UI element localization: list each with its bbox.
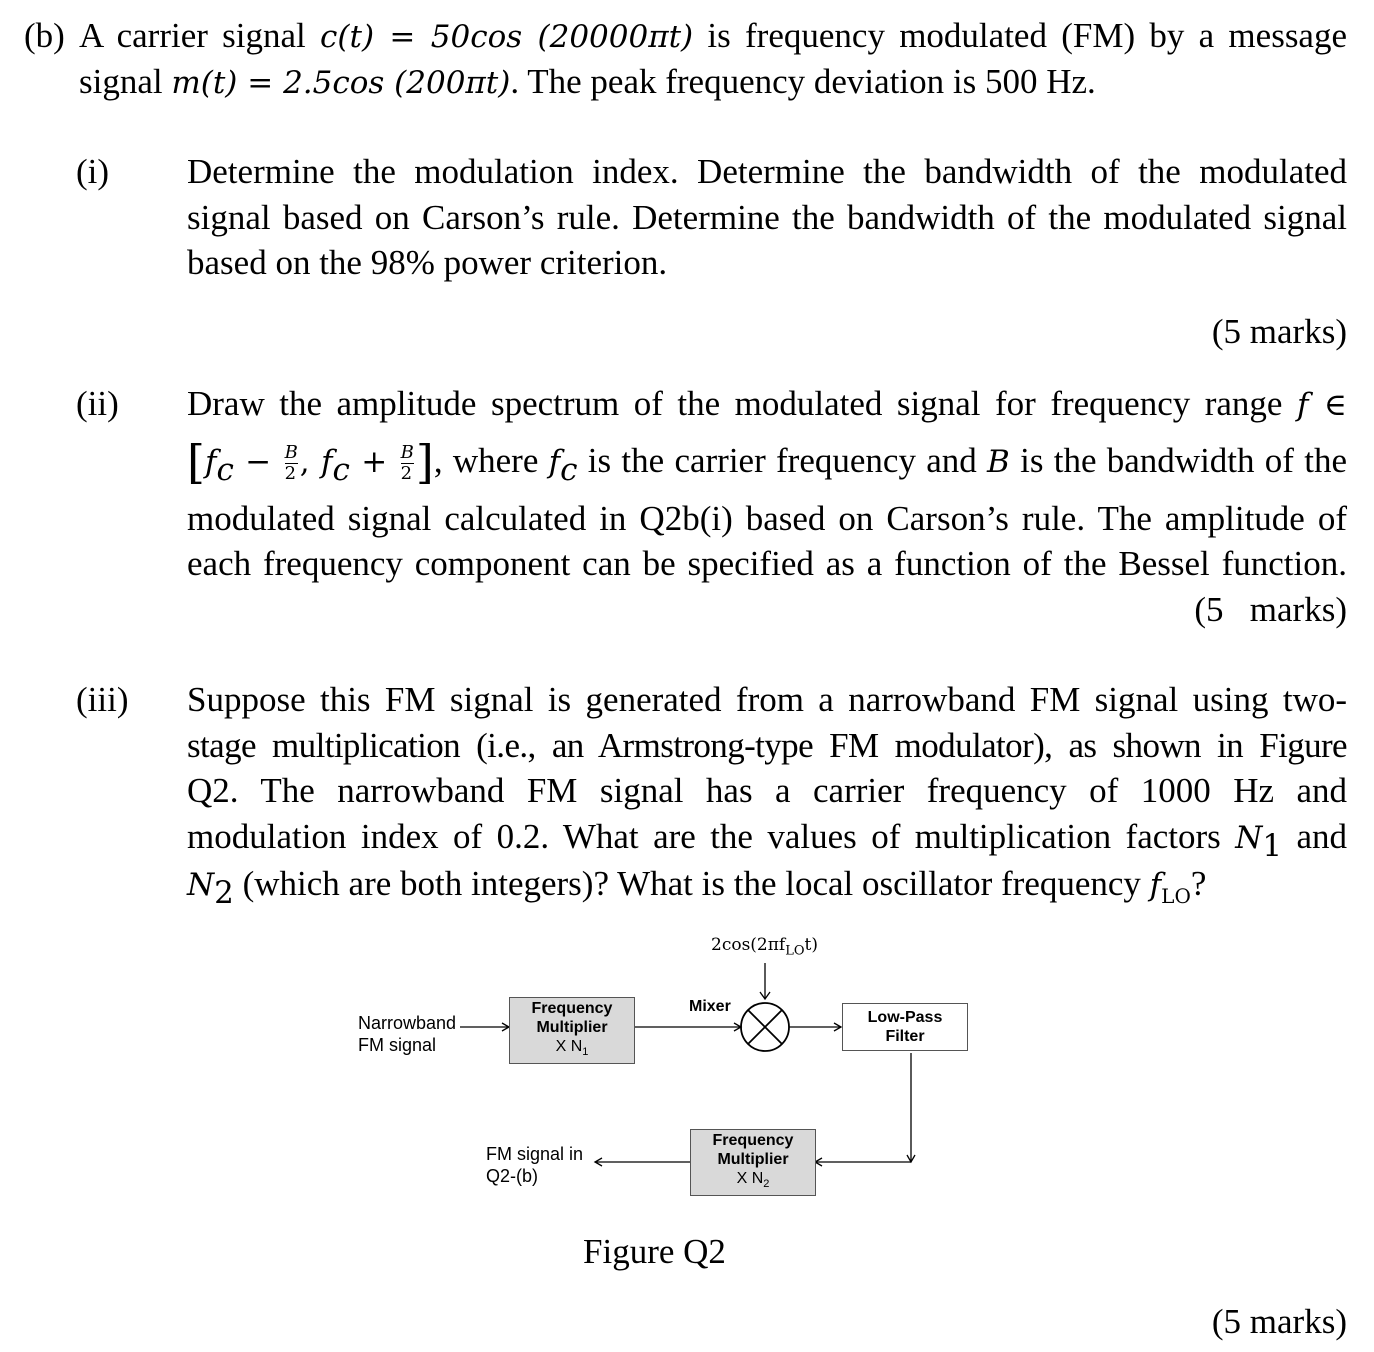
question-i-marks: (5 marks) xyxy=(1211,312,1347,351)
frequency-multiplier-2-block: Frequency Multiplier X $N_2$ xyxy=(690,1129,816,1196)
question-ii-line-3: modulated signal calculated in Q2b(i) based on Carson’s rule. The amplitude of xyxy=(187,499,1347,538)
question-ii-marks: (5 marks) xyxy=(1194,590,1347,629)
question-iii-line-1: Suppose this FM signal is generated from a narrowband FM signal using two- xyxy=(187,680,1347,719)
frequency-multiplier-1-block: Frequency Multiplier X $N_1$ xyxy=(509,997,635,1064)
carrier-expression: c(t) = 50cos (20000πt) xyxy=(320,19,694,55)
output-signal-label: FM signal in Q2-(b) xyxy=(486,1144,584,1186)
question-ii-number: (ii) xyxy=(76,384,119,423)
local-oscillator-label: $2\cos(2\pi f_{LO}t)$ xyxy=(711,935,818,959)
question-iii-number: (iii) xyxy=(76,680,129,719)
figure-caption: Figure Q2 xyxy=(583,1232,726,1271)
question-i-line-2: signal based on Carson’s rule. Determine the bandwidth of the modulated signal xyxy=(187,198,1347,237)
question-ii-line-4: each frequency component can be specified as a function of the Bessel function. xyxy=(187,544,1347,583)
question-ii-line-2: [$f_c$ − $\frac{B}{2}$ , $f_c$ + $\frac{B}{2}$ ], where $f_c$ is the carrier frequency and B is the bandwidth of the xyxy=(187,435,1348,489)
mixer-label: Mixer xyxy=(689,998,731,1015)
question-i-line-1: Determine the modulation index. Determine the bandwidth of the modulated xyxy=(187,152,1347,191)
question-i-number: (i) xyxy=(76,152,110,191)
question-i-line-3: based on the 98% power criterion. xyxy=(187,243,668,282)
question-iii-line-3: Q2. The narrowband FM signal has a carrier frequency of 1000 Hz and xyxy=(187,771,1347,810)
part-b-line-1: A carrier signal c(t) = 50cos (20000πt) is frequency modulated (FM) by a message xyxy=(79,16,1348,55)
question-iii-line-5: $N_2$ (which are both integers)? What is the local oscillator frequency $f_{LO}$? xyxy=(187,864,1207,911)
part-b-label: (b) xyxy=(24,16,65,55)
question-ii-line-1: Draw the amplitude spectrum of the modulated signal for frequency range f ∈ xyxy=(187,384,1347,423)
frequency-interval: [$f_c$ − $\frac{B}{2}$ , $f_c$ + $\frac{B}{2}$ ] xyxy=(187,435,434,489)
question-iii-line-2: stage multiplication (i.e., an Armstrong-type FM modulator), as shown in Figure xyxy=(187,726,1347,765)
input-signal-label: Narrowband FM signal xyxy=(358,1013,457,1055)
question-iii-marks: (5 marks) xyxy=(1211,1302,1347,1341)
low-pass-filter-block: Low-Pass Filter xyxy=(842,1003,968,1051)
message-expression: m(t) = 2.5cos (200πt) xyxy=(171,65,511,101)
question-iii-line-4: modulation index of 0.2. What are the values of multiplication factors $N_1$ and xyxy=(187,817,1348,864)
part-b-line-2: signal m(t) = 2.5cos (200πt). The peak frequency deviation is 500 Hz. xyxy=(79,62,1096,101)
